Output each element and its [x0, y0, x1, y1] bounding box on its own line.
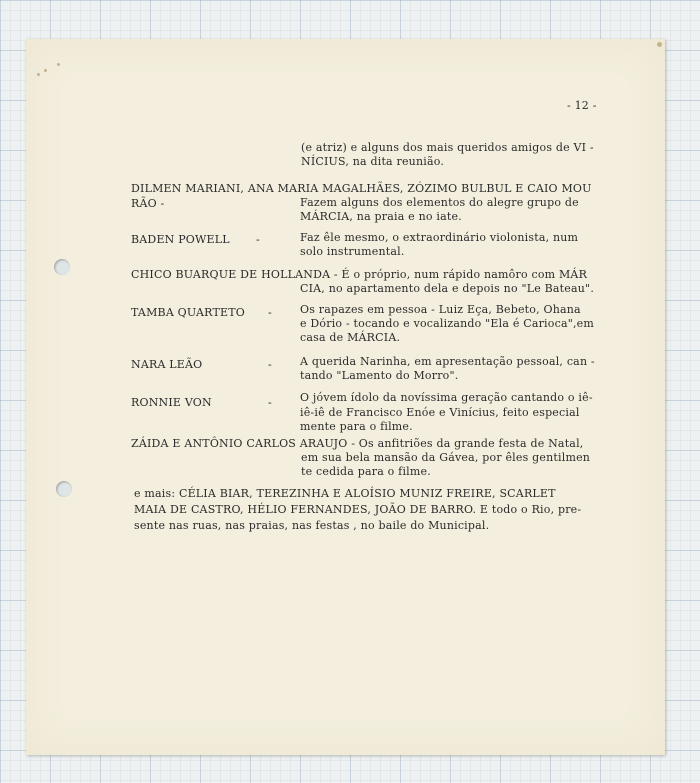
entry-description-line: mente para o filme. — [300, 420, 413, 433]
entry-description-line: iê-iê de Francisco Enóe e Vinícius, feito especial — [300, 406, 580, 419]
entry-description-line: Fazem alguns dos elementos do alegre grupo de — [300, 196, 579, 209]
entry-description-line: O jóvem ídolo da novíssima geração cantando o iê- — [300, 391, 593, 404]
entry-dash: - — [256, 233, 260, 246]
entry-dash: - — [268, 396, 272, 409]
entry-name: NARA LEÃO — [131, 358, 203, 371]
paper-stain — [657, 42, 662, 47]
closing-line: e mais: CÉLIA BIAR, TEREZINHA E ALOÍSIO MUNIZ FREIRE, SCARLET — [134, 487, 556, 500]
paper-stain — [44, 69, 47, 72]
closing-line: sente nas ruas, nas praias, nas festas , no baile do Municipal. — [134, 519, 490, 532]
page-number: - 12 - — [567, 99, 597, 112]
entry-description-line: te cedida para o filme. — [301, 465, 431, 478]
entry-name: BADEN POWELL — [131, 233, 230, 246]
entry-description-line: tando "Lamento do Morro". — [300, 369, 459, 382]
entry-name: CHICO BUARQUE DE HOLLANDA - É o próprio, num rápido namôro com MÁR — [131, 268, 588, 281]
entry-name: DILMEN MARIANI, ANA MARIA MAGALHÃES, ZÓZIMO BULBUL E CAIO MOU — [131, 182, 592, 195]
entry-description-line: Faz êle mesmo, o extraordinário violonista, num — [300, 231, 579, 244]
closing-line: MAIA DE CASTRO, HÉLIO FERNANDES, JOÃO DE BARRO. E todo o Rio, pre- — [134, 503, 582, 516]
punch-hole-bottom — [56, 481, 72, 497]
entry-dash: - — [268, 306, 272, 319]
intro-line: NÍCIUS, na dita reunião. — [301, 155, 445, 168]
entry-description-line: solo instrumental. — [300, 245, 405, 258]
punch-hole-top — [54, 259, 70, 275]
entry-description-line: e Dório - tocando e vocalizando "Ela é Carioca",em — [300, 317, 595, 330]
entry-name: TAMBA QUARTETO — [131, 306, 245, 319]
entry-description-line: Os rapazes em pessoa - Luiz Eça, Bebeto, Ohana — [300, 303, 581, 316]
intro-line: (e atriz) e alguns dos mais queridos amigos de VI - — [301, 141, 594, 154]
paper-stain — [57, 63, 60, 66]
entry-description-line: casa de MÁRCIA. — [300, 331, 401, 344]
entry-name: ZÁIDA E ANTÔNIO CARLOS ARAUJO - Os anfitriões da grande festa de Natal, — [131, 437, 584, 450]
paper-stain — [37, 73, 40, 76]
entry-name-continuation: RÃO - — [131, 197, 165, 210]
entry-name: RONNIE VON — [131, 396, 212, 409]
entry-description-line: CIA, no apartamento dela e depois no "Le Bateau". — [300, 282, 595, 295]
entry-description-line: A querida Narinha, em apresentação pessoal, can - — [300, 355, 595, 368]
entry-description-line: MÁRCIA, na praia e no iate. — [300, 210, 462, 223]
entry-description-line: em sua bela mansão da Gávea, por êles gentilmen — [301, 451, 591, 464]
entry-dash: - — [268, 358, 272, 371]
